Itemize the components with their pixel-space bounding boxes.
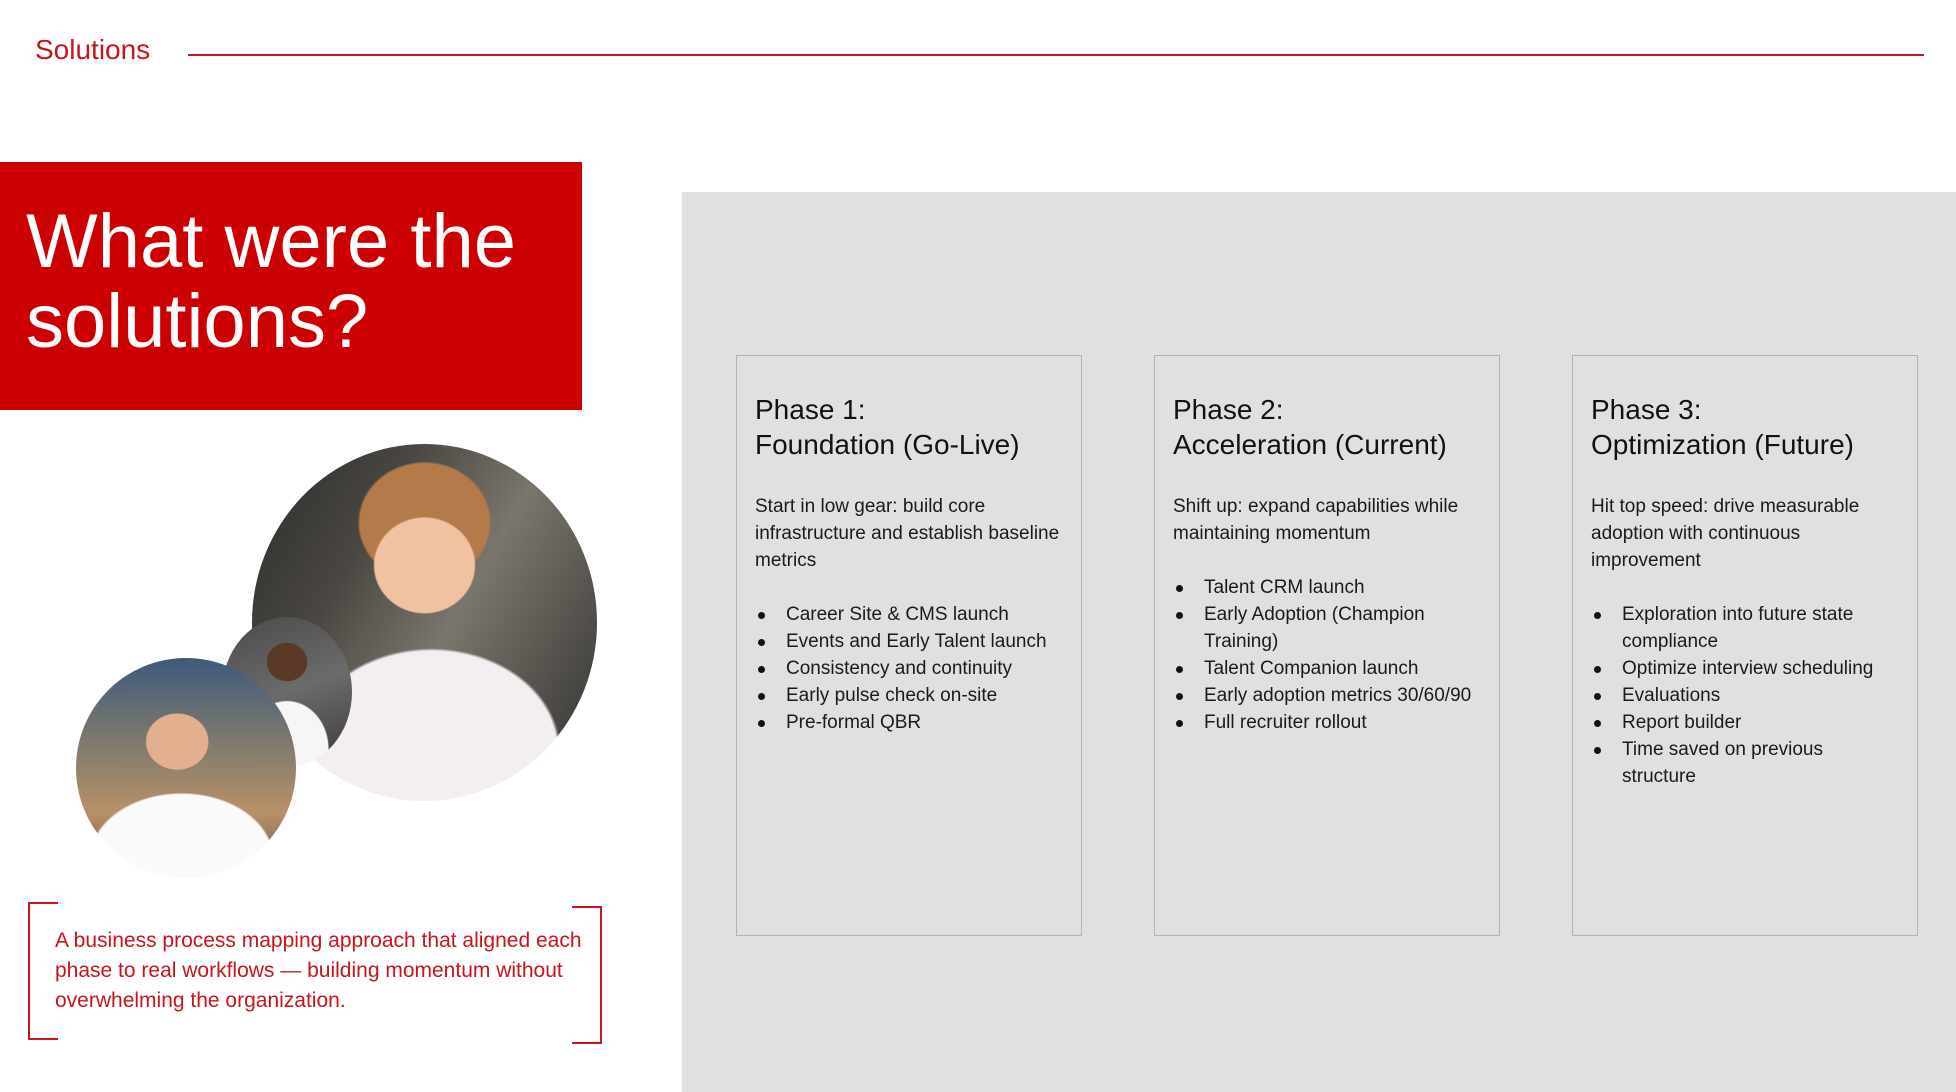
- bullet-icon: [1594, 612, 1601, 619]
- list-item: Time saved on previous structure: [1591, 736, 1899, 790]
- phase-number: Phase 1:: [755, 394, 866, 425]
- title-banner: [0, 162, 582, 410]
- page-title: What were the solutions?: [26, 199, 516, 364]
- bullet-icon: [1176, 666, 1183, 673]
- list-item: Early adoption metrics 30/60/90: [1173, 682, 1481, 709]
- bullet-icon: [758, 612, 765, 619]
- phase-description: Start in low gear: build core infrastructure and establish baseline metrics: [755, 496, 1060, 571]
- section-label: Solutions: [35, 34, 151, 65]
- phase-card-2: [1154, 355, 1500, 936]
- phase-name: Foundation (Go-Live): [755, 429, 1020, 460]
- photo-employee-man: [76, 658, 296, 878]
- phase-description: Shift up: expand capabilities while maintaining momentum: [1173, 496, 1459, 544]
- list-item: Talent CRM launch: [1173, 574, 1481, 601]
- phase-list: [1173, 574, 1481, 736]
- phase-number: Phase 3:: [1591, 394, 1702, 425]
- phase-list: [755, 601, 1063, 736]
- list-item: Optimize interview scheduling: [1591, 655, 1899, 682]
- bullet-icon: [1176, 720, 1183, 727]
- quote-bracket-left: [28, 902, 58, 1040]
- bullet-icon: [758, 666, 765, 673]
- list-item: Evaluations: [1591, 682, 1899, 709]
- phase-name: Acceleration (Current): [1173, 429, 1447, 460]
- section-divider: [188, 54, 1924, 56]
- bullet-icon: [1594, 693, 1601, 700]
- bullet-icon: [1594, 720, 1601, 727]
- bullet-icon: [1594, 747, 1601, 754]
- list-item: Full recruiter rollout: [1173, 709, 1481, 736]
- phase-list: [1591, 601, 1899, 790]
- list-item: Report builder: [1591, 709, 1899, 736]
- list-item: Career Site & CMS launch: [755, 601, 1063, 628]
- bullet-icon: [1176, 693, 1183, 700]
- phase-title: [755, 392, 1063, 462]
- list-item: Pre-formal QBR: [755, 709, 1063, 736]
- list-item: Talent Companion launch: [1173, 655, 1481, 682]
- list-item: Events and Early Talent launch: [755, 628, 1063, 655]
- phase-card-1: [736, 355, 1082, 936]
- phase-title: [1173, 392, 1481, 462]
- bullet-icon: [1594, 666, 1601, 673]
- bullet-icon: [758, 720, 765, 727]
- bullet-icon: [758, 639, 765, 646]
- phase-title: [1591, 392, 1899, 462]
- list-item: Early pulse check on-site: [755, 682, 1063, 709]
- quote-box: [28, 902, 602, 1040]
- list-item: Consistency and continuity: [755, 655, 1063, 682]
- phase-number: Phase 2:: [1173, 394, 1284, 425]
- list-item: Early Adoption (Champion Training): [1173, 601, 1481, 655]
- bullet-icon: [1176, 585, 1183, 592]
- bullet-icon: [758, 693, 765, 700]
- phase-description: Hit top speed: drive measurable adoption with continuous improvement: [1591, 496, 1860, 571]
- phase-card-3: [1572, 355, 1918, 936]
- quote-text: A business process mapping approach that aligned each phase to real workflows — building momentum without overwhelming the organization.: [55, 929, 582, 1012]
- bullet-icon: [1176, 612, 1183, 619]
- list-item: Exploration into future state compliance: [1591, 601, 1899, 655]
- phase-name: Optimization (Future): [1591, 429, 1854, 460]
